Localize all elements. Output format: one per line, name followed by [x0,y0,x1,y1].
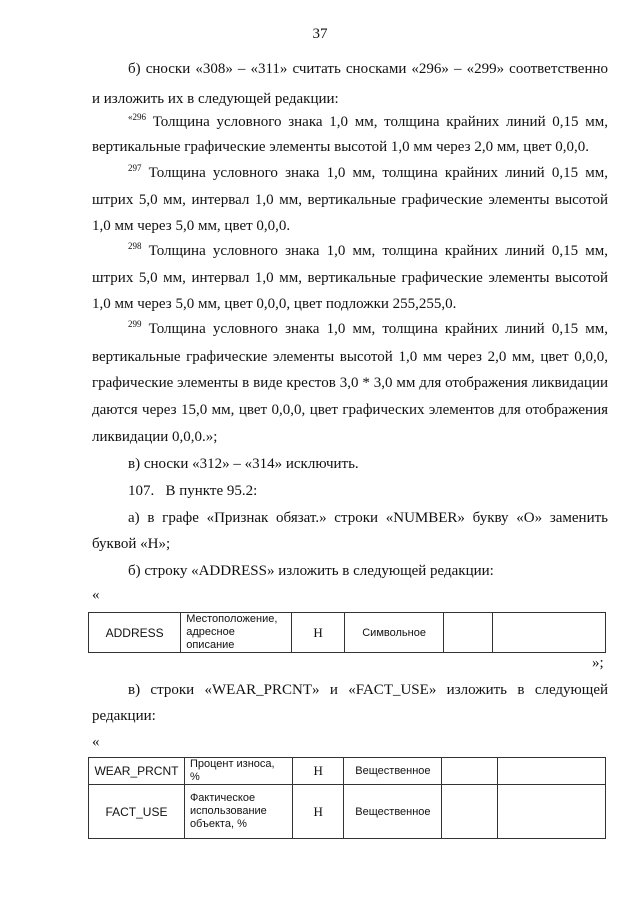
footnote-number: 298 [128,241,142,251]
footnote-line: $^{297}$ Толщина условного знака 1,0 мм, толщина крайних линий 0,15 мм, [128,163,608,181]
footnote-number: 297 [128,163,142,173]
table-row [89,758,606,785]
empty-cell [497,785,605,839]
paragraph-line: 1,0 мм через 5,0 мм, цвет 0,0,0. [92,218,291,234]
empty-cell [497,758,605,785]
table-row [89,613,606,653]
paragraph-line: в) строки «WEAR_PRCNT» и «FACT_USE» изложить в следующей [128,682,608,698]
field-flag-cell: Н [292,758,343,785]
field-type-cell: Символьное [345,613,443,653]
footnote-number: «296 [128,112,146,122]
paragraph-line: ликвидации 0,0,0.»; [92,429,218,445]
field-desc-cell: Фактическое использование объекта, % [184,785,292,839]
footnote-line: $^{298}$ Толщина условного знака 1,0 мм, толщина крайних линий 0,15 мм, [128,241,608,259]
field-type-cell: Вещественное [344,758,442,785]
field-flag-cell: Н [292,785,343,839]
paragraph-line: штрих 5,0 мм, интервал 1,0 мм, вертикальные графические элементы высотой [92,270,608,286]
paragraph-line: 1,0 мм через 5,0 мм, цвет 0,0,0, цвет подложки 255,255,0. [92,296,457,312]
paragraph-line: графические элементы в виде крестов 3,0 * 3,0 мм для отображения ликвидации [92,375,608,391]
item-heading: 107. В пункте 95.2: [128,483,258,499]
paragraph-line: в) сноски «312» – «314» исключить. [128,456,359,472]
table-row [89,785,606,839]
field-code-cell: ADDRESS [89,613,181,653]
paragraph-line: и изложить их в следующей редакции: [92,91,339,107]
field-type-cell: Вещественное [344,785,442,839]
paragraph-line: вертикальные графические элементы высотой 1,0 мм через 2,0 мм, цвет 0,0,0, [92,349,608,365]
quote-open: « [92,734,100,750]
empty-cell [493,613,606,653]
paragraph-line: штрих 5,0 мм, интервал 1,0 мм, вертикальные графические элементы высотой [92,192,608,208]
empty-cell [443,613,493,653]
quote-close: »; [592,655,604,671]
paragraph-line: б) сноски «308» – «311» считать сносками «296» – «299» соответственно [128,61,608,77]
paragraph-line: б) строку «ADDRESS» изложить в следующей редакции: [128,563,494,579]
paragraph-line: даются через 15,0 мм, цвет 0,0,0, цвет графических элементов для отображения [92,402,608,418]
field-desc-cell: Местоположение, адресное описание [181,613,291,653]
paragraph-line: буквой «Н»; [92,536,171,552]
footnote-line: $^{«296}$ Толщина условного знака 1,0 мм, толщина крайних линий 0,15 мм, [128,112,608,130]
paragraph-line: а) в графе «Признак обязат.» строки «NUMBER» букву «О» заменить [128,510,608,526]
wear-fact-table [88,757,606,839]
empty-cell [442,758,498,785]
footnote-line: $^{299}$ Толщина условного знака 1,0 мм, толщина крайних линий 0,15 мм, [128,319,608,337]
field-code-cell: FACT_USE [89,785,185,839]
empty-cell [442,785,498,839]
paragraph-line: вертикальные графические элементы высотой 1,0 мм через 2,0 мм, цвет 0,0,0. [92,139,590,155]
field-flag-cell: Н [291,613,345,653]
footnote-number: 299 [128,319,142,329]
quote-open: « [92,587,100,603]
field-code-cell: WEAR_PRCNT [89,758,185,785]
paragraph-line: редакции: [92,708,156,724]
address-table [88,612,606,653]
page-number: 37 [312,26,328,42]
field-desc-cell: Процент износа, % [184,758,292,785]
